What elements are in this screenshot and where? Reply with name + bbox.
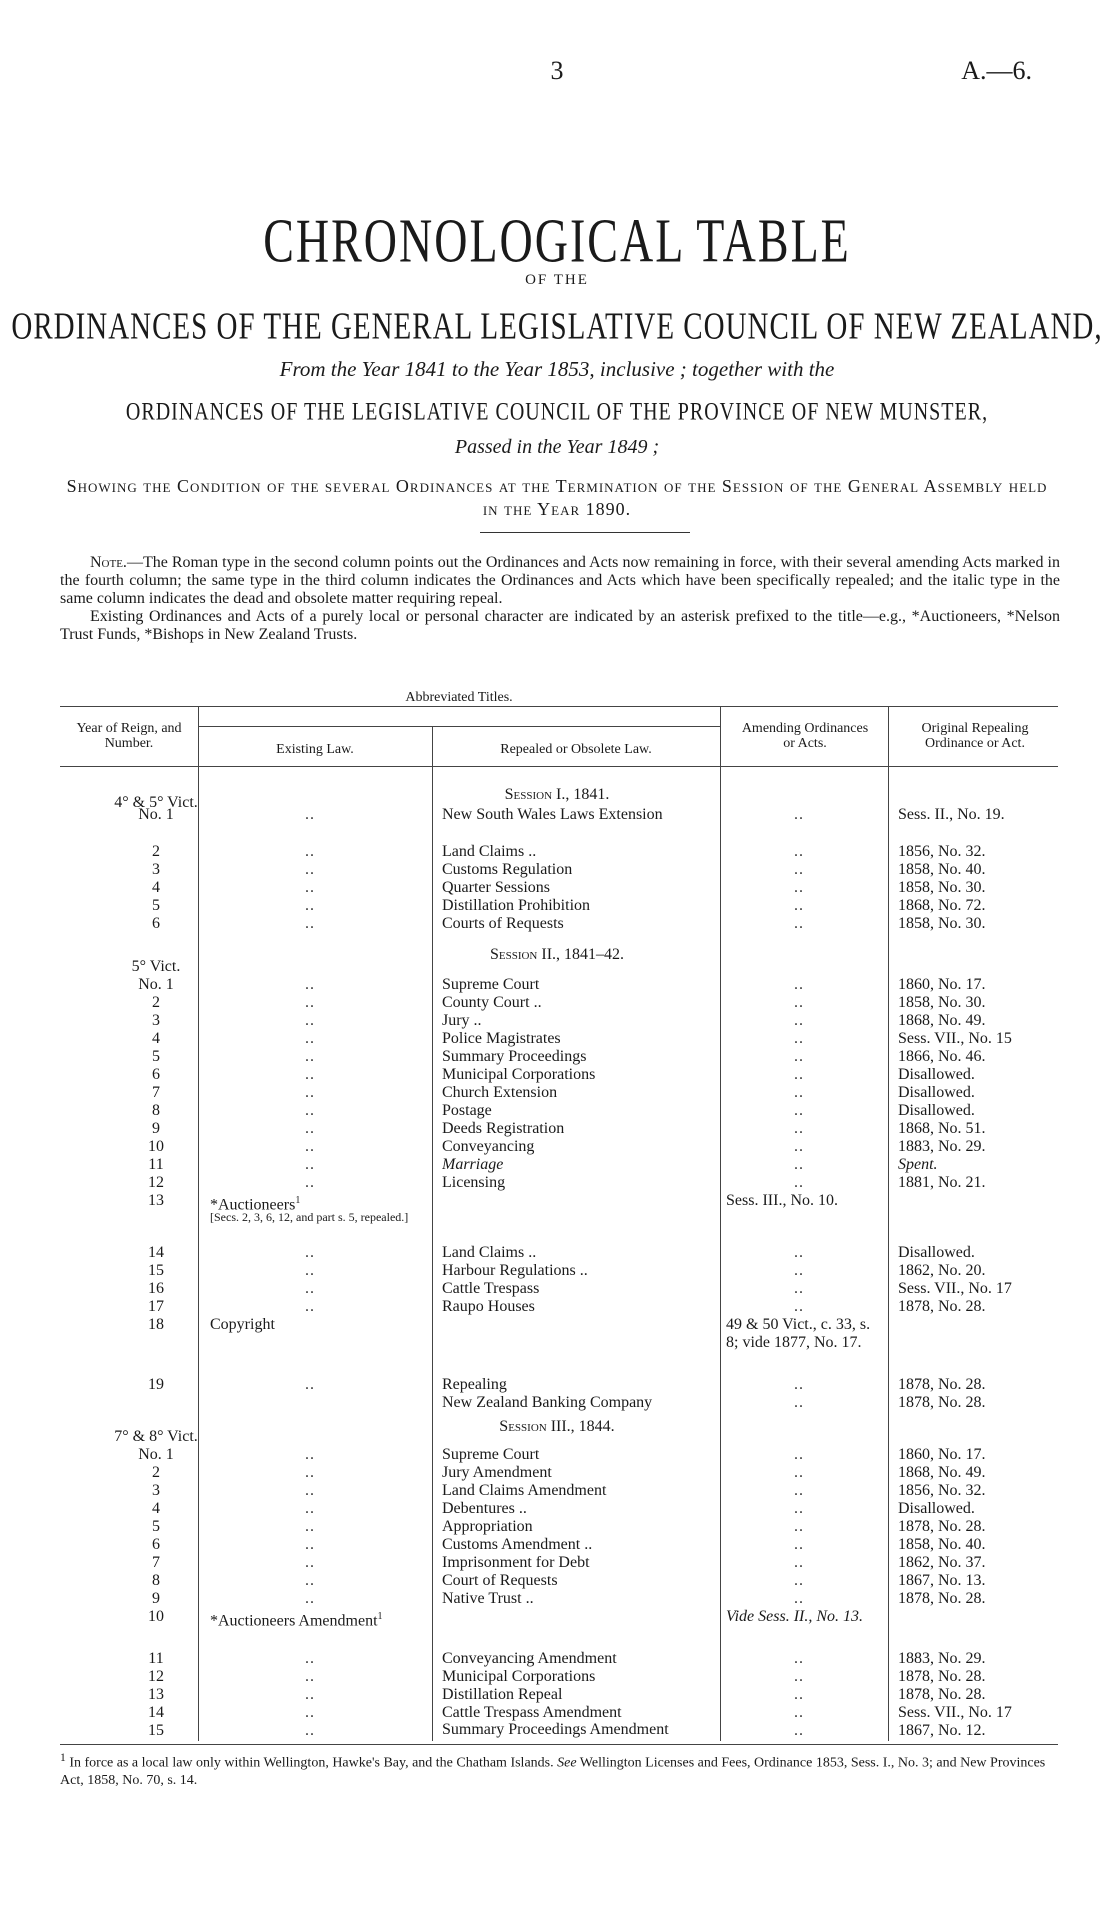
table-row: 4 .. Police Magistrates .. Sess. VII., No. 15 [152,1030,1012,1047]
table-row: No. 1 .. New South Wales Laws Extension .. Sess. II., No. 19. [138,806,1005,823]
table-row: 16 .. Cattle Trespass .. Sess. VII., No. 17 [148,1280,1012,1297]
col-header-original: Original Repealing Ordinance or Act. [921,721,1029,751]
title-showing: Showing the Condition of the several Ordinances at the Termination of the Session of the General Assembly held in the Year 1890. [66,476,1048,519]
table-row: 6 .. Courts of Requests .. 1858, No. 30. [152,915,986,932]
table-row: 4° & 5° Vict. [114,794,198,811]
title-passed: Passed in the Year 1849 ; [454,436,660,458]
table-row: 11 .. Marriage .. Spent. [148,1156,938,1173]
title-ordinances: ORDINANCES OF THE GENERAL LEGISLATIVE COUNCIL OF NEW ZEALAND, [11,306,1103,348]
col-header-abbreviated: Abbreviated Titles. [405,690,513,705]
table-row: 10 .. Conveyancing .. 1883, No. 29. [148,1138,986,1155]
table-row: 12 .. Licensing .. 1881, No. 21. [148,1174,986,1191]
document-title: CHRONOLOGICAL TABLE [263,206,851,276]
table-row: 5 .. Summary Proceedings .. 1866, No. 46. [152,1048,986,1065]
table-row: 5° Vict. [131,958,181,975]
note-label: Note. [90,554,127,571]
table-row: 7 .. Church Extension .. Disallowed. [152,1084,975,1101]
page-number: 3 [550,56,564,85]
table-row: 3 .. Land Claims Amendment .. 1856, No. 32. [152,1482,986,1499]
session-heading-2: Session II., 1841–42. [489,946,625,963]
page-reference: A.—6. [961,56,1032,85]
table-row: 5 .. Appropriation .. 1878, No. 28. [152,1518,986,1535]
col-header-existing: Existing Law. [276,742,354,757]
table-row: 7° & 8° Vict. [114,1428,198,1445]
col-header-amending: Amending Ordinances or Acts. [741,721,869,751]
table-row: 10 *Auctioneers Amendment$^1$ Vide Sess. II., No. 13. [148,1608,864,1630]
note-paragraph-1: —The Roman type in the second column points out the Ordinances and Acts now remaining in force, with their several amending Acts marked in the fourth column; the same type in the third column indicates the Ordinances and Acts which have been specifically repealed; and the italic type in the same column indicates the dead and obsolete matter requiring repeal. [60,554,1060,607]
table-row: 5 .. Distillation Prohibition .. 1868, No. 72. [152,897,986,914]
table-row: [Secs. 2, 3, 6, 12, and part s. 5, repealed.] [210,1210,409,1224]
table-row: 18 Copyright 49 & 50 Vict., c. 33, s. 8; vide 1877, No. 17. [148,1316,871,1351]
table-row: 4 .. Debentures .. .. Disallowed. [152,1500,975,1517]
table-row: 13 *Auctioneers$^1$ Sess. III., No. 10. [148,1192,838,1214]
table-row: 14 .. Cattle Trespass Amendment .. Sess. VII., No. 17 [148,1704,1012,1721]
table-row: 3 .. Jury .. .. 1868, No. 49. [152,1012,986,1029]
table-row: 11 .. Conveyancing Amendment .. 1883, No. 29. [148,1650,986,1667]
table-row: 13 .. Distillation Repeal .. 1878, No. 28. [148,1686,986,1703]
table-row: 14 .. Land Claims .. .. Disallowed. [148,1244,975,1261]
table-row: 6 .. Customs Amendment .. .. 1858, No. 40. [152,1536,986,1553]
note-paragraph-2: Existing Ordinances and Acts of a purely local or personal character are indicated by an asterisk prefixed to the title—e.g., *Auctioneers, *Nelson Trust Funds, *Bishops in New Zealand Trusts. [60,608,1060,643]
table-row: 17 .. Raupo Houses .. 1878, No. 28. [148,1298,986,1315]
footnote: $^1$ In force as a local law only within Wellington, Hawke's Bay, and the Chatham Islands. See Wellington Licenses and Fees, Ordinance 1853, Sess. I., No. 3; and New Provinces Act, 1858, No. 70, s. 14. [60,1751,1046,1788]
table-row: 2 .. Jury Amendment .. 1868, No. 49. [152,1464,986,1481]
col-header-repealed: Repealed or Obsolete Law. [500,742,652,757]
table-row: 2 .. Land Claims .. .. 1856, No. 32. [152,843,986,860]
table-row: 3 .. Customs Regulation .. 1858, No. 40. [152,861,986,878]
title-ordinances-new-munster: ORDINANCES OF THE LEGISLATIVE COUNCIL OF THE PROVINCE OF NEW MUNSTER, [125,398,989,426]
table-row: 9 .. Deeds Registration .. 1868, No. 51. [152,1120,986,1137]
title-from: From the Year 1841 to the Year 1853, inclusive ; together with the [279,357,835,381]
table-row: 2 .. County Court .. .. 1858, No. 30. [152,994,986,1011]
table-row: 6 .. Municipal Corporations .. Disallowed. [152,1066,975,1083]
table-row: 19 .. Repealing .. 1878, No. 28. [148,1376,986,1393]
table-row: 12 .. Municipal Corporations .. 1878, No. 28. [148,1668,986,1685]
table-bottom-rule [60,1744,1058,1745]
table-row: 9 .. Native Trust .. .. 1878, No. 28. [152,1590,986,1607]
table-row: 8 .. Court of Requests .. 1867, No. 13. [152,1572,986,1589]
table-row: New Zealand Banking Company .. 1878, No. 28. [442,1394,986,1411]
col-header-year: Year of Reign, and Number. [76,721,182,751]
note [60,554,1060,644]
session-heading-3: Session III., 1844. [499,1418,615,1435]
session-heading-1: Session I., 1841. [504,786,610,803]
title-divider [480,532,690,533]
table-row: 8 .. Postage .. Disallowed. [152,1102,975,1119]
table-row: 7 .. Imprisonment for Debt .. 1862, No. 37. [152,1554,986,1571]
table-row: 15 .. Harbour Regulations .. .. 1862, No. 20. [148,1262,986,1279]
table-row: 15 .. Summary Proceedings Amendment .. 1867, No. 12. [148,1722,986,1739]
title-of-the: OF THE [525,272,589,288]
table-row: No. 1 .. Supreme Court .. 1860, No. 17. [138,976,986,993]
table-row: 4 .. Quarter Sessions .. 1858, No. 30. [152,879,986,896]
table-row: No. 1 .. Supreme Court .. 1860, No. 17. [138,1446,986,1463]
